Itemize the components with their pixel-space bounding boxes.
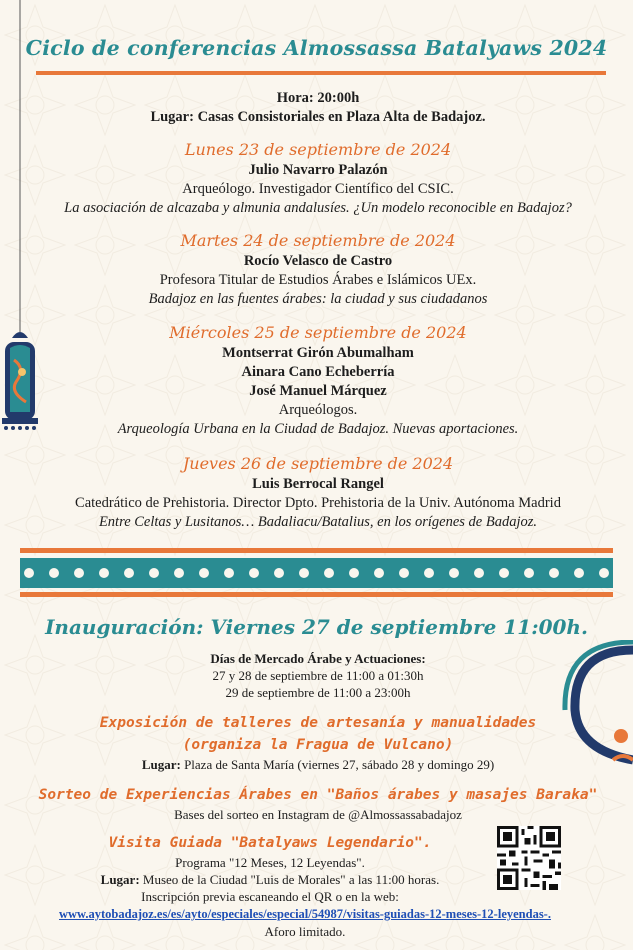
mercado-title: Días de Mercado Árabe y Actuaciones:: [210, 651, 426, 666]
speaker-role: Catedrático de Prehistoria. Director Dpto. Prehistoria de la Univ. Autónoma Madrid: [75, 495, 561, 511]
exposicion-title: Exposición de talleres de artesanía y manualidades: [99, 715, 537, 731]
band-rule-top: [20, 548, 613, 553]
talk-title: Badajoz en las fuentes árabes: la ciudad y sus ciudadanos: [148, 291, 488, 307]
band-dots: [20, 567, 613, 579]
speaker: Luis Berrocal Rangel: [252, 476, 384, 492]
day-lunes: [20, 139, 616, 218]
talk-title: Arqueología Urbana en la Ciudad de Badajoz. Nuevas aportaciones.: [117, 421, 519, 437]
speaker: Ainara Cano Echeberría: [241, 364, 395, 380]
lugar-label: Lugar:: [100, 872, 140, 887]
day-date: Martes 24 de septiembre de 2024: [180, 231, 456, 250]
mercado-line-2: 29 de septiembre de 11:00 a 23:00h: [225, 685, 411, 700]
visita-programa: Programa "12 Meses, 12 Leyendas".: [175, 855, 365, 870]
speaker: Rocío Velasco de Castro: [243, 253, 393, 269]
page-title: Ciclo de conferencias Almossassa Batalyaws 2024: [25, 36, 608, 60]
speaker-role: Arqueólogo. Investigador Científico del CSIC.: [182, 181, 454, 197]
exposicion-lugar: [20, 756, 616, 773]
day-miercoles: [20, 322, 616, 439]
day-date: Lunes 23 de septiembre de 2024: [184, 140, 452, 159]
inauguration-title: Inauguración: Viernes 27 de septiembre 11:00h.: [45, 615, 588, 639]
speaker: José Manuel Márquez: [249, 383, 387, 399]
talk-title: Entre Celtas y Lusitanos… Badaliacu/Batalius, en los orígenes de Badajoz.: [98, 514, 538, 530]
sorteo-title: Sorteo de Experiencias Árabes en "Baños árabes y masajes Baraka": [38, 787, 598, 803]
speaker-role: Arqueólogos.: [278, 402, 358, 418]
hora: Hora: 20:00h: [276, 90, 360, 106]
qr-code[interactable]: [497, 826, 561, 890]
speaker: Montserrat Girón Abumalham: [222, 345, 414, 361]
talk-title: La asociación de alcazaba y almunia andalusíes. ¿Un modelo reconocible en Badajoz?: [64, 200, 572, 216]
lugar-text: Plaza de Santa María (viernes 27, sábado 28 y domingo 29): [180, 757, 495, 772]
speaker: Julio Navarro Palazón: [248, 162, 388, 178]
visita-inscripcion: Inscripción previa escaneando el QR o en la web:: [141, 889, 399, 904]
day-martes: [20, 230, 616, 309]
general-info: [20, 89, 616, 127]
band-rule-bottom: [20, 592, 613, 597]
mercado-line-1: 27 y 28 de septiembre de 11:00 a 01:30h: [212, 668, 424, 683]
day-date: Miércoles 25 de septiembre de 2024: [169, 323, 467, 342]
day-date: Jueves 26 de septiembre de 2024: [182, 454, 454, 473]
day-jueves: [20, 453, 616, 532]
visita-title: Visita Guiada "Batalyaws Legendario".: [108, 835, 432, 851]
lugar-text: Museo de la Ciudad "Luis de Morales" a las 11:00 horas.: [139, 872, 440, 887]
sorteo-text: Bases del sorteo en Instagram de @Almossassabadajoz: [174, 807, 462, 822]
mercado-section: [20, 650, 616, 701]
exposicion-section: [20, 712, 616, 773]
lugar-label: Lugar:: [141, 757, 181, 772]
speaker-role: Profesora Titular de Estudios Árabes e Islámicos UEx.: [159, 272, 477, 288]
lugar: Lugar: Casas Consistoriales en Plaza Alta de Badajoz.: [150, 109, 486, 125]
exposicion-organizer: (organiza la Fragua de Vulcano): [182, 737, 454, 753]
registration-link[interactable]: www.aytobadajoz.es/es/ayto/especiales/especial/54987/visitas-guiadas-12-meses-12-leyendas-.: [59, 907, 551, 921]
sorteo-section: [20, 784, 616, 823]
title-rule: [36, 71, 606, 75]
visita-aforo: Aforo limitado.: [264, 924, 346, 939]
